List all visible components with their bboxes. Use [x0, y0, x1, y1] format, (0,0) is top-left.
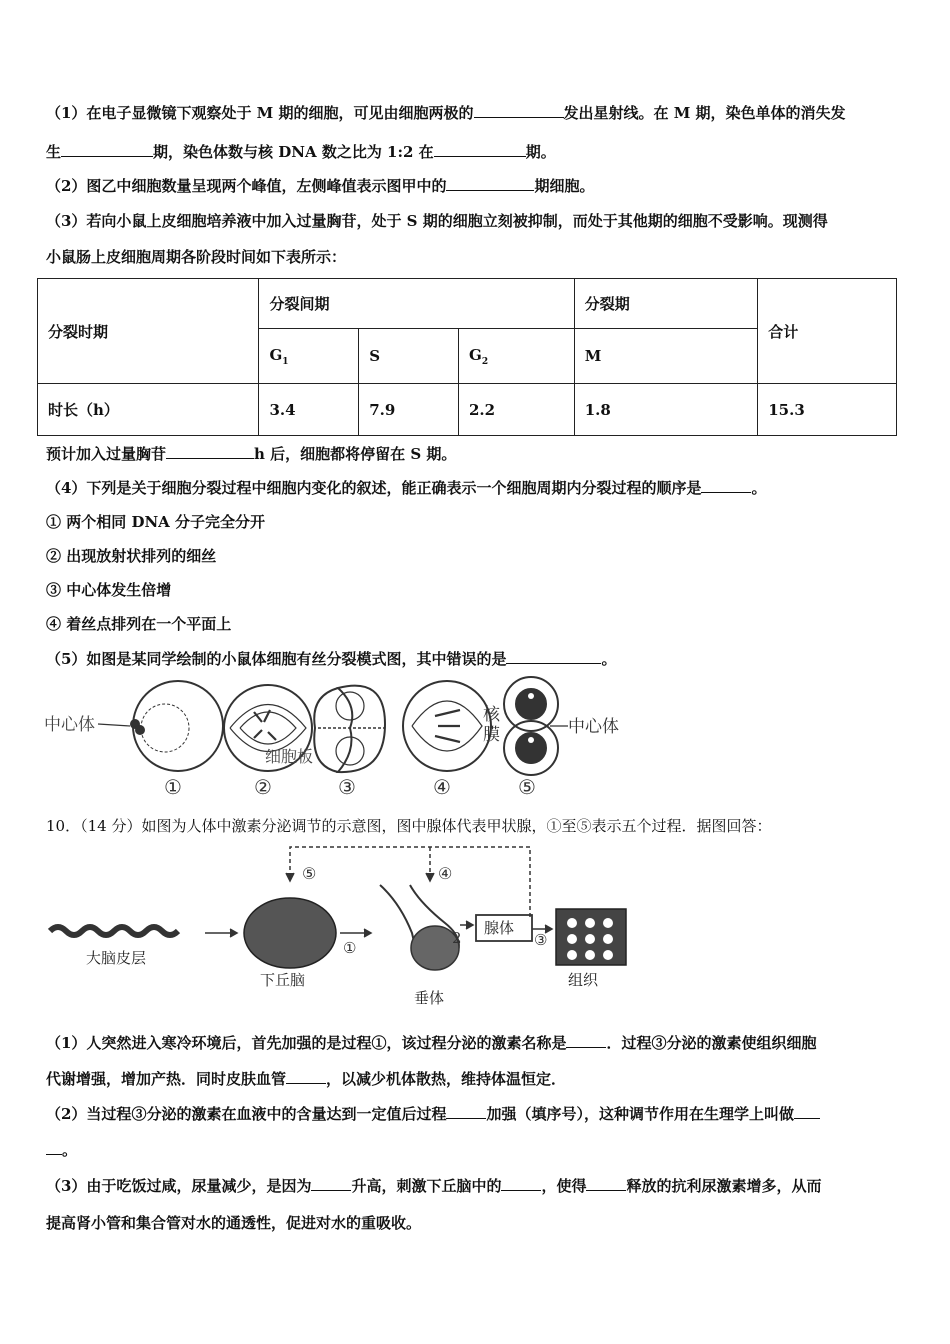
- q9-part1-line2: [46, 141, 556, 162]
- answer-blank-9[interactable]: [286, 1069, 326, 1084]
- answer-blank-5[interactable]: [166, 444, 254, 459]
- q9-part5-line: [46, 648, 616, 669]
- tissue-cell-5: [585, 934, 595, 944]
- label-hypothalamus: 下丘脑: [260, 971, 306, 989]
- tissue-cell-4: [567, 934, 577, 944]
- label-nuclear-membrane-1: 核: [483, 705, 500, 725]
- option-1: ① 两个相同 DNA 分子完全分开: [46, 513, 266, 531]
- g2-letter: G: [469, 345, 482, 364]
- table-g1-header: [259, 329, 359, 384]
- q9-p3-text-c: 预计加入过量胸苷: [46, 445, 167, 463]
- label-n5: ⑤: [518, 775, 536, 799]
- answer-blank-3[interactable]: [434, 142, 526, 157]
- cell-cycle-table: [37, 278, 897, 436]
- q9-part2-line: [46, 175, 594, 196]
- q10-a2-text-a: （2）当过程③分泌的激素在血液中的含量达到一定值后过程: [46, 1105, 447, 1123]
- option-3: ③ 中心体发生倍增: [46, 581, 172, 599]
- cell-2-spindle-inner: [240, 712, 296, 744]
- table-total-header: 合计: [758, 279, 897, 384]
- answer-blank-13[interactable]: [501, 1176, 541, 1191]
- q9-p2-text-a: （2）图乙中细胞数量呈现两个峰值，左侧峰值表示图甲中的: [46, 177, 447, 195]
- g2-subscript: 2: [481, 356, 489, 367]
- label-n2: ②: [254, 775, 272, 799]
- label-centrosome-left: 中心体: [44, 715, 95, 735]
- answer-blank-14[interactable]: [586, 1176, 626, 1191]
- label-process-4: ④: [438, 864, 453, 883]
- hormone-regulation-figure: [40, 843, 650, 1023]
- q9-part1-line1: [46, 102, 846, 123]
- label-process-1: ①: [343, 939, 357, 957]
- tissue-cell-3: [603, 918, 613, 928]
- q10-a1-text-b: ．过程③分泌的激素使组织细胞: [606, 1034, 817, 1052]
- q9-part3-line3: [46, 443, 456, 464]
- cell-1-centrosome-2: [136, 726, 144, 734]
- option-4: ④ 着丝点排列在一个平面上: [46, 615, 232, 633]
- cell-5-dot-bottom: [528, 737, 534, 743]
- tissue-cell-9: [603, 950, 613, 960]
- q10-part1-line2: [46, 1068, 566, 1089]
- hypothalamus-shape: [244, 898, 336, 968]
- q10-a3-text-d: 释放的抗利尿激素增多，从而: [626, 1177, 822, 1195]
- tissue-cell-2: [585, 918, 595, 928]
- label-cerebral-cortex: 大脑皮层: [86, 949, 147, 967]
- option-2: ② 出现放射状排列的细丝: [46, 547, 217, 565]
- feedback-path-5: [290, 847, 530, 917]
- label-n4: ④: [433, 775, 451, 799]
- table-value-total: 15.3: [758, 384, 897, 436]
- q9-part3-line2: 小鼠肠上皮细胞周期各阶段时间如下表所示：: [46, 248, 347, 266]
- arrowhead-1: [364, 929, 371, 937]
- q10-a2-text-c: 。: [62, 1141, 78, 1159]
- q9-part3-line1: （3）若向小鼠上皮细胞培养液中加入过量胸苷，处于 S 期的细胞立刻被抑制，而处于其他期的细胞不受影响。现测得: [46, 212, 828, 230]
- table-row-header: 分裂时期: [38, 279, 259, 384]
- q10-a1-text-d: ，以减少机体散热，维持体温恒定．: [326, 1070, 567, 1088]
- tissue-cell-8: [585, 950, 595, 960]
- cell-4-chromosomes: [435, 710, 460, 742]
- cerebral-cortex-shape: [50, 927, 178, 935]
- table-value-g1: 3.4: [259, 384, 359, 436]
- answer-blank-12[interactable]: [311, 1176, 351, 1191]
- table-g2-header: [459, 329, 575, 384]
- arrowhead-2: [466, 921, 473, 929]
- cell-5-dot-top: [528, 693, 534, 699]
- tissue-cell-7: [567, 950, 577, 960]
- q9-p4-text-b: 。: [751, 479, 767, 497]
- mitosis-figure: [40, 676, 640, 804]
- arrowhead-cortex: [230, 929, 237, 937]
- q9-p1-text-c: 生: [46, 143, 62, 161]
- table-value-g2: 2.2: [459, 384, 575, 436]
- tissue-cell-1: [567, 918, 577, 928]
- cell-3-outline-left: [314, 688, 338, 772]
- table-time-label: 时长（h）: [38, 384, 259, 436]
- cell-1-outline: [133, 681, 223, 771]
- q9-p1-text-b: 发出星射线。在 M 期，染色单体的消失发: [563, 104, 846, 122]
- label-process-5: ⑤: [302, 864, 317, 883]
- q10-a1-text-c: 代谢增强，增加产热．同时皮肤血管: [46, 1070, 287, 1088]
- tissue-cell-6: [603, 934, 613, 944]
- q9-p1-text-d: 期，染色体数与核 DNA 数之比为 1:2 在: [153, 143, 434, 161]
- q10-a2-text-b: 加强（填序号），这种调节作用在生理学上叫做: [486, 1105, 794, 1123]
- table-s-header: S: [359, 329, 459, 384]
- q9-p5-text-b: 。: [601, 650, 617, 668]
- label-process-2: 2: [452, 929, 462, 947]
- answer-blank-8[interactable]: [566, 1033, 606, 1048]
- q9-p1-text-a: （1）在电子显微镜下观察处于 M 期的细胞，可见由细胞两极的: [46, 104, 474, 122]
- q9-p3-text-d: h 后，细胞都将停留在 S 期。: [254, 445, 457, 463]
- q9-p4-text-a: （4）下列是关于细胞分裂过程中细胞内变化的叙述，能正确表示一个细胞周期内分裂过程的顺序是: [46, 479, 702, 497]
- q9-part4-line: [46, 477, 766, 498]
- label-cell-plate: 细胞板: [265, 747, 314, 766]
- label-centrosome-right: 中心体: [568, 717, 619, 737]
- label-gland: 腺体: [484, 919, 515, 937]
- cell-2-chromosomes: [254, 710, 276, 740]
- label-n1: ①: [164, 775, 182, 799]
- answer-blank-7[interactable]: [506, 649, 601, 664]
- q10-part3-line1: [46, 1175, 822, 1196]
- table-value-m: 1.8: [574, 384, 758, 436]
- arrowhead-4: [426, 873, 434, 881]
- answer-blank-6[interactable]: [701, 478, 751, 493]
- table-value-s: 7.9: [359, 384, 459, 436]
- q10-a3-text-b: 升高，刺激下丘脑中的: [351, 1177, 502, 1195]
- answer-blank-11[interactable]: [794, 1104, 820, 1119]
- q10-title: 10．（14 分）如图为人体中激素分泌调节的示意图，图中腺体代表甲状腺，①至⑤表示五个过程．据图回答：: [46, 817, 772, 835]
- q10-part2-line2: [46, 1139, 77, 1160]
- table-interphase-header: 分裂间期: [259, 279, 574, 329]
- answer-blank-1[interactable]: [474, 103, 564, 118]
- q9-p2-text-b: 期细胞。: [534, 177, 595, 195]
- answer-blank-11-cont[interactable]: [46, 1140, 62, 1155]
- cell-1-nucleus: [141, 704, 189, 752]
- q10-a1-text-a: （1）人突然进入寒冷环境后，首先加强的是过程①，该过程分泌的激素名称是: [46, 1034, 567, 1052]
- label-pituitary: 垂体: [414, 989, 445, 1007]
- answer-blank-2[interactable]: [61, 142, 153, 157]
- arrowhead-5: [286, 873, 294, 881]
- label-n3: ③: [338, 775, 356, 799]
- q10-a3-text-c: ，使得: [541, 1177, 587, 1195]
- answer-blank-4[interactable]: [446, 176, 534, 191]
- q9-p5-text-a: （5）如图是某同学绘制的小鼠体细胞有丝分裂模式图，其中错误的是: [46, 650, 507, 668]
- g1-subscript: 1: [282, 356, 289, 367]
- g1-letter: G: [269, 345, 283, 364]
- label-nuclear-membrane-2: 膜: [483, 725, 500, 745]
- table-m-header: M: [574, 329, 758, 384]
- cell-1-pointer: [98, 724, 130, 726]
- answer-blank-10[interactable]: [446, 1104, 486, 1119]
- label-tissue: 组织: [568, 971, 599, 989]
- q9-p1-text-e: 期。: [525, 143, 556, 161]
- q10-part2-line1: [46, 1103, 820, 1124]
- table-mphase-header: 分裂期: [574, 279, 758, 329]
- q10-part3-line2: 提高肾小管和集合管对水的通透性，促进对水的重吸收。: [46, 1214, 422, 1232]
- q10-a3-text-a: （3）由于吃饭过咸，尿量减少，是因为: [46, 1177, 312, 1195]
- label-process-3: ③: [534, 931, 548, 949]
- q10-part1-line1: [46, 1032, 816, 1053]
